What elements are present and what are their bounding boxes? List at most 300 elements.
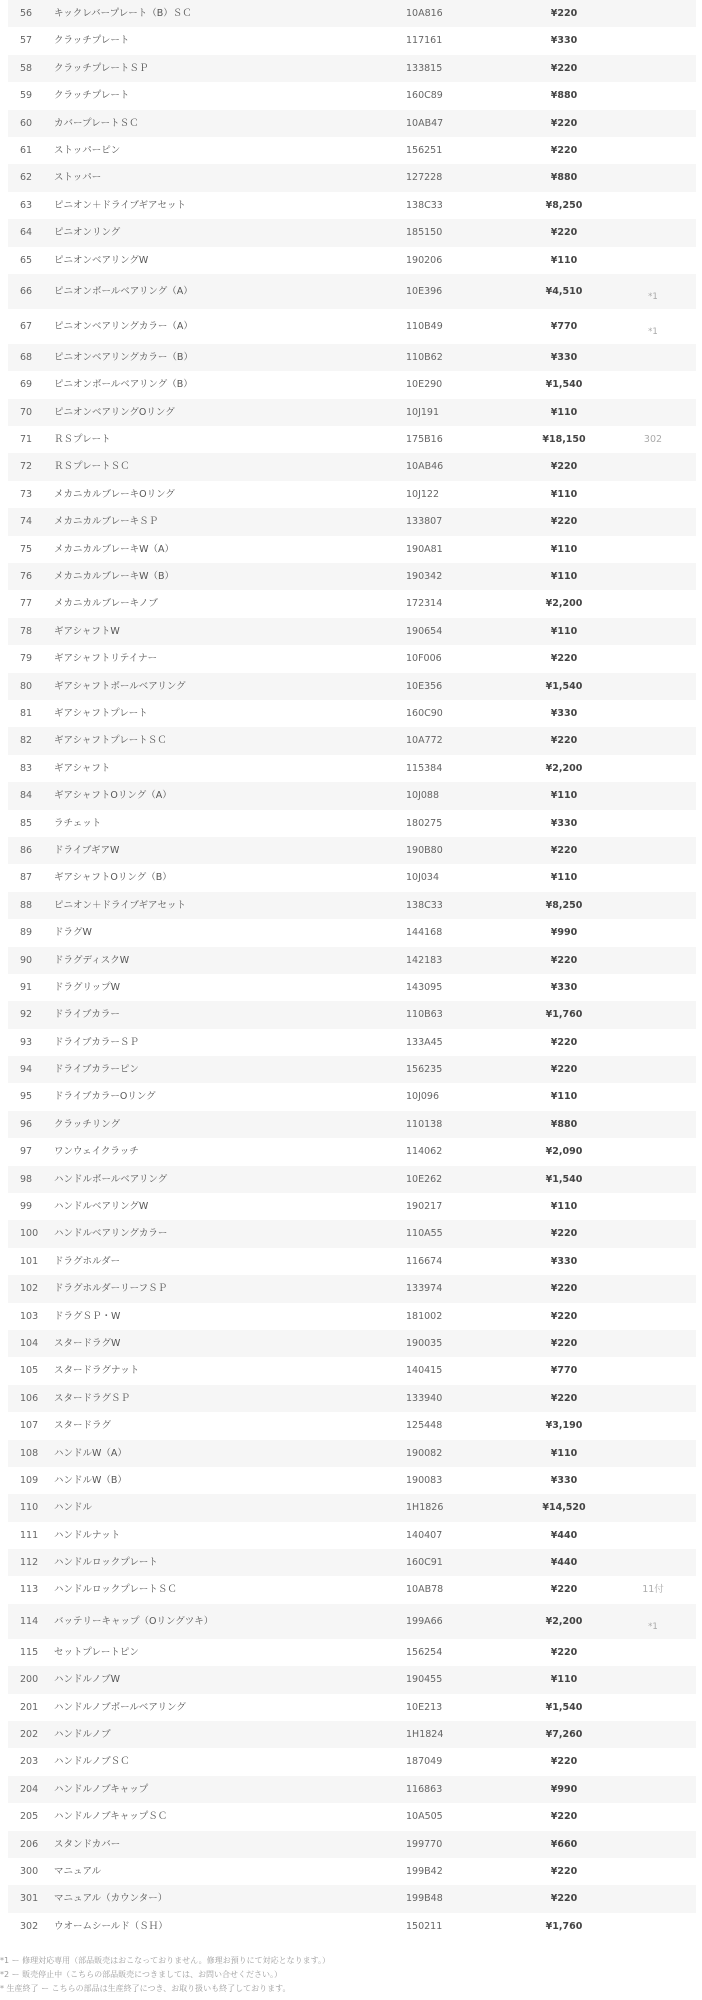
part-name: ピニオン＋ドライブギアセット — [54, 899, 186, 911]
part-price: ¥220 — [550, 1756, 578, 1768]
part-number: 108 — [20, 1447, 39, 1459]
part-number: 93 — [20, 1036, 33, 1048]
part-number: 86 — [20, 844, 33, 856]
part-price: ¥330 — [550, 981, 578, 993]
part-name: ドラグＳＰ・W — [54, 1310, 121, 1322]
part-name: ギアシャフトリテイナー — [54, 653, 158, 665]
part-name: マニュアル（カウンター） — [54, 1893, 168, 1905]
part-code: 190455 — [406, 1674, 443, 1686]
part-number: 72 — [20, 461, 33, 473]
part-price: ¥330 — [550, 1255, 578, 1267]
part-name: ピニオンベアリングOリング — [54, 406, 175, 418]
table-row — [8, 1576, 696, 1603]
part-name: ギアシャフトプレートＳＣ — [54, 735, 167, 747]
part-name: マニュアル — [54, 1866, 102, 1877]
table-row — [8, 344, 696, 371]
part-code: 140415 — [406, 1365, 443, 1377]
part-price: ¥220 — [550, 1893, 578, 1905]
part-code: 199B42 — [406, 1866, 443, 1877]
part-name: ドライブカラー — [54, 1009, 120, 1021]
part-number: 203 — [20, 1756, 39, 1768]
part-price: ¥1,540 — [545, 680, 583, 692]
table-row — [8, 536, 696, 563]
part-number: 61 — [20, 144, 33, 156]
part-number: 85 — [20, 817, 33, 829]
part-price: ¥1,760 — [545, 1920, 583, 1932]
part-price: ¥110 — [550, 625, 578, 637]
part-number: 110 — [20, 1502, 39, 1514]
table-row — [8, 426, 696, 453]
part-price: ¥110 — [550, 1674, 578, 1686]
part-name: ストッパーピン — [54, 144, 121, 156]
table-row — [8, 453, 696, 480]
part-name: ギアシャフトW — [54, 625, 120, 637]
footnote-repair-only: *1 ー 修理対応専用（部品販売はおこなっておりません。修理お預りにて対応となります。） — [0, 1956, 331, 1965]
part-code: 190654 — [406, 625, 443, 637]
part-name: ストッパー — [54, 172, 102, 184]
part-name: ピニオンベアリングW — [54, 254, 149, 266]
part-code: 185150 — [406, 227, 443, 239]
part-code: 127228 — [406, 172, 443, 184]
part-code: 110138 — [406, 1118, 443, 1130]
part-code: 190217 — [406, 1201, 443, 1213]
part-price: ¥220 — [550, 144, 578, 156]
part-name: ウオームシールド（ＳＨ） — [54, 1920, 168, 1932]
part-code: 125448 — [406, 1420, 443, 1432]
part-price: ¥220 — [550, 1310, 578, 1322]
part-number: 112 — [20, 1557, 39, 1569]
part-price: ¥880 — [550, 1118, 578, 1130]
part-name: クラッチプレート — [54, 90, 130, 102]
part-price: ¥1,540 — [545, 379, 583, 391]
part-price: ¥220 — [550, 1584, 578, 1596]
part-number: 78 — [20, 625, 33, 637]
part-note: *1 — [648, 326, 658, 337]
part-name: ピニオンベアリングカラー（B） — [54, 351, 193, 363]
part-name: ハンドルW（A） — [54, 1447, 127, 1459]
table-row — [8, 1275, 696, 1302]
part-code: 10J034 — [406, 872, 440, 884]
part-code: 138C33 — [406, 899, 443, 911]
table-row — [8, 782, 696, 809]
part-code: 190035 — [406, 1337, 443, 1349]
part-price: ¥220 — [550, 461, 578, 473]
footnotes — [0, 1954, 702, 1996]
table-row — [8, 1604, 696, 1639]
part-code: 133807 — [406, 516, 443, 528]
table-row — [8, 110, 696, 137]
part-name: ドラグホルダーリーフＳＰ — [54, 1283, 168, 1295]
part-name: ドラグホルダー — [54, 1255, 121, 1267]
part-number: 96 — [20, 1118, 33, 1130]
part-number: 56 — [20, 8, 33, 19]
part-code: 199B48 — [406, 1893, 443, 1905]
part-number: 204 — [20, 1783, 39, 1795]
part-price: ¥660 — [550, 1838, 578, 1850]
part-number: 57 — [20, 35, 33, 47]
part-price: ¥7,260 — [545, 1729, 583, 1741]
table-row — [8, 82, 696, 109]
table-row — [8, 1776, 696, 1803]
part-name: クラッチプレートＳＰ — [54, 62, 149, 74]
table-row — [8, 810, 696, 837]
part-number: 301 — [20, 1893, 39, 1905]
part-price: ¥220 — [550, 1337, 578, 1349]
table-row — [8, 919, 696, 946]
part-name: ピニオンボールベアリング（B） — [54, 379, 193, 391]
part-code: 1H1824 — [406, 1729, 444, 1741]
part-number: 90 — [20, 954, 33, 966]
part-number: 63 — [20, 199, 33, 211]
part-number: 82 — [20, 735, 33, 747]
part-price: ¥2,200 — [545, 598, 583, 610]
part-number: 99 — [20, 1201, 33, 1213]
part-price: ¥1,540 — [545, 1701, 583, 1713]
part-price: ¥330 — [550, 35, 578, 47]
part-name: ギアシャフトプレート — [54, 707, 148, 719]
table-row — [8, 1412, 696, 1439]
part-number: 98 — [20, 1173, 33, 1185]
part-price: ¥770 — [550, 320, 578, 332]
part-name: ハンドル — [54, 1502, 93, 1514]
part-number: 73 — [20, 488, 33, 500]
part-code: 1H1826 — [406, 1502, 444, 1514]
part-name: クラッチリング — [54, 1118, 121, 1130]
part-number: 74 — [20, 516, 33, 528]
part-code: 156254 — [406, 1646, 443, 1658]
part-number: 105 — [20, 1365, 39, 1377]
part-number: 300 — [20, 1866, 39, 1877]
part-code: 160C89 — [406, 90, 443, 102]
part-code: 10F006 — [406, 653, 442, 665]
part-number: 68 — [20, 351, 33, 363]
table-row — [8, 563, 696, 590]
table-row — [8, 1138, 696, 1165]
part-code: 10J191 — [406, 406, 440, 418]
part-number: 103 — [20, 1310, 39, 1322]
part-name: ドラグW — [54, 927, 92, 939]
table-row — [8, 137, 696, 164]
part-number: 66 — [20, 285, 33, 297]
part-price: ¥330 — [550, 351, 578, 363]
table-row — [8, 1001, 696, 1028]
table-row — [8, 1494, 696, 1521]
part-price: ¥8,250 — [545, 199, 583, 211]
table-row — [8, 1166, 696, 1193]
part-name: ドライブカラーＳＰ — [54, 1036, 139, 1048]
part-name: ギアシャフトOリング（B） — [54, 872, 172, 884]
part-code: 110A55 — [406, 1228, 443, 1240]
part-number: 92 — [20, 1009, 33, 1021]
part-price: ¥4,510 — [545, 285, 583, 297]
part-code: 133940 — [406, 1392, 443, 1404]
table-row — [8, 164, 696, 191]
part-price: ¥14,520 — [542, 1502, 586, 1514]
part-price: ¥220 — [550, 954, 578, 966]
part-number: 100 — [20, 1228, 39, 1240]
table-row — [8, 1639, 696, 1666]
table-row — [8, 755, 696, 782]
part-price: ¥330 — [550, 817, 578, 829]
part-code: 190206 — [406, 254, 443, 266]
table-row — [8, 1549, 696, 1576]
part-price: ¥1,540 — [545, 1173, 583, 1185]
part-number: 59 — [20, 90, 33, 102]
part-name: ピニオンリング — [54, 227, 121, 239]
part-name: メカニカルブレーキW（A） — [54, 543, 175, 555]
part-code: 190083 — [406, 1474, 443, 1486]
part-number: 101 — [20, 1255, 39, 1267]
table-row — [8, 1029, 696, 1056]
part-number: 83 — [20, 762, 33, 774]
part-price: ¥220 — [550, 1228, 578, 1240]
part-name: ハンドルボールベアリング — [54, 1173, 168, 1185]
table-row — [8, 0, 696, 27]
part-name: スタードラグ — [54, 1420, 112, 1432]
part-price: ¥1,760 — [545, 1009, 583, 1021]
part-price: ¥110 — [550, 571, 578, 583]
part-number: 89 — [20, 927, 33, 939]
part-name: ワンウェイクラッチ — [54, 1146, 139, 1158]
part-name: スタードラグＳＰ — [54, 1392, 131, 1404]
part-code: 175B16 — [406, 434, 443, 446]
part-price: ¥220 — [550, 844, 578, 856]
part-number: 81 — [20, 707, 33, 719]
part-name: ラチェット — [54, 817, 102, 829]
part-number: 87 — [20, 872, 33, 884]
part-price: ¥110 — [550, 1447, 578, 1459]
part-code: 10J096 — [406, 1091, 440, 1103]
table-row — [8, 673, 696, 700]
part-number: 97 — [20, 1146, 33, 1158]
part-name: バッテリーキャップ（Oリングツキ） — [54, 1615, 214, 1627]
table-row — [8, 727, 696, 754]
part-price: ¥110 — [550, 406, 578, 418]
part-price: ¥220 — [550, 1811, 578, 1823]
part-code: 10J088 — [406, 790, 440, 802]
part-number: 75 — [20, 543, 33, 555]
part-name: スタードラグW — [54, 1337, 121, 1349]
part-price: ¥770 — [550, 1365, 578, 1377]
table-row — [8, 892, 696, 919]
part-name: セットプレートピン — [54, 1646, 139, 1658]
part-price: ¥990 — [550, 927, 578, 939]
part-name: ハンドルベアリングカラー — [54, 1228, 168, 1240]
part-number: 62 — [20, 172, 33, 184]
part-number: 58 — [20, 62, 33, 74]
part-name: ハンドルノブＳＣ — [54, 1756, 130, 1768]
part-price: ¥8,250 — [545, 899, 583, 911]
table-row — [8, 1666, 696, 1693]
table-row — [8, 1111, 696, 1138]
part-code: 10A816 — [406, 8, 443, 19]
part-code: 160C90 — [406, 707, 443, 719]
part-number: 69 — [20, 379, 33, 391]
part-number: 77 — [20, 598, 33, 610]
part-code: 144168 — [406, 927, 443, 939]
table-row — [8, 1748, 696, 1775]
table-row — [8, 1831, 696, 1858]
part-number: 202 — [20, 1729, 39, 1741]
part-name: ハンドルW（B） — [54, 1474, 127, 1486]
table-row — [8, 864, 696, 891]
part-code: 133974 — [406, 1283, 443, 1295]
part-code: 172314 — [406, 598, 443, 610]
part-code: 10E290 — [406, 379, 443, 391]
part-number: 104 — [20, 1337, 39, 1349]
part-price: ¥330 — [550, 1474, 578, 1486]
part-note: *1 — [648, 1621, 658, 1632]
table-row — [8, 192, 696, 219]
table-row — [8, 371, 696, 398]
table-row — [8, 700, 696, 727]
part-price: ¥2,090 — [545, 1146, 583, 1158]
part-number: 88 — [20, 899, 33, 911]
part-name: ギアシャフト — [54, 762, 111, 774]
part-code: 110B49 — [406, 320, 443, 332]
part-price: ¥110 — [550, 543, 578, 555]
part-code: 110B63 — [406, 1009, 443, 1021]
part-name: ピニオン＋ドライブギアセット — [54, 199, 186, 211]
part-code: 10E262 — [406, 1173, 443, 1185]
part-name: ハンドルロックプレート — [54, 1557, 158, 1569]
part-number: 109 — [20, 1474, 39, 1486]
table-row — [8, 55, 696, 82]
part-price: ¥110 — [550, 1201, 578, 1213]
part-number: 200 — [20, 1674, 39, 1686]
part-name: ギアシャフトOリング（A） — [54, 790, 172, 802]
part-number: 71 — [20, 434, 33, 446]
part-name: ハンドルノブ — [54, 1729, 111, 1741]
part-code: 187049 — [406, 1756, 443, 1768]
part-code: 181002 — [406, 1310, 443, 1322]
table-row — [8, 645, 696, 672]
table-row — [8, 1385, 696, 1412]
table-row — [8, 274, 696, 309]
table-row — [8, 1083, 696, 1110]
part-note: 302 — [643, 434, 663, 446]
part-code: 10E213 — [406, 1701, 443, 1713]
part-code: 110B62 — [406, 351, 443, 363]
table-row — [8, 1913, 696, 1940]
table-row — [8, 1694, 696, 1721]
part-name: ＲＳプレートＳＣ — [54, 461, 130, 473]
part-number: 76 — [20, 571, 33, 583]
part-price: ¥220 — [550, 1064, 578, 1076]
part-code: 160C91 — [406, 1557, 443, 1569]
part-code: 116863 — [406, 1783, 443, 1795]
part-price: ¥220 — [550, 117, 578, 129]
part-number: 102 — [20, 1283, 39, 1295]
part-code: 150211 — [406, 1920, 443, 1932]
part-name: ピニオンボールベアリング（A） — [54, 285, 193, 297]
part-price: ¥220 — [550, 1392, 578, 1404]
part-code: 156251 — [406, 144, 443, 156]
part-price: ¥880 — [550, 90, 578, 102]
part-number: 111 — [20, 1529, 39, 1541]
table-row — [8, 837, 696, 864]
part-code: 133A45 — [406, 1036, 443, 1048]
part-note: *1 — [648, 291, 658, 302]
part-name: ハンドルベアリングW — [54, 1201, 149, 1213]
part-number: 79 — [20, 653, 33, 665]
part-price: ¥220 — [550, 516, 578, 528]
part-name: メカニカルブレーキノブ — [54, 598, 158, 610]
table-row — [8, 590, 696, 617]
part-price: ¥220 — [550, 1646, 578, 1658]
part-number: 95 — [20, 1091, 33, 1103]
part-code: 156235 — [406, 1064, 443, 1076]
part-code: 190A81 — [406, 543, 443, 555]
table-row — [8, 481, 696, 508]
part-price: ¥18,150 — [542, 434, 586, 446]
part-price: ¥220 — [550, 1866, 578, 1877]
part-code: 133815 — [406, 62, 443, 74]
part-name: メカニカルブレーキＳＰ — [54, 516, 159, 528]
part-name: ハンドルナット — [54, 1529, 121, 1541]
part-code: 190342 — [406, 571, 443, 583]
part-code: 10AB78 — [406, 1584, 444, 1596]
table-row — [8, 1056, 696, 1083]
part-name: ドラグリップW — [54, 981, 121, 993]
part-price: ¥220 — [550, 1036, 578, 1048]
part-number: 206 — [20, 1838, 39, 1850]
footnote-sales-suspended: *2 ー 販売停止中（こちらの部品販売につきましては、お問い合せください。） — [0, 1970, 283, 1979]
part-name: ハンドルノブキャップＳＣ — [54, 1811, 168, 1823]
part-number: 64 — [20, 227, 33, 239]
table-row — [8, 1220, 696, 1247]
part-number: 107 — [20, 1420, 39, 1432]
part-number: 70 — [20, 406, 33, 418]
part-number: 106 — [20, 1392, 39, 1404]
part-number: 60 — [20, 117, 33, 129]
table-row — [8, 974, 696, 1001]
part-name: ハンドルノブキャップ — [54, 1783, 149, 1795]
part-code: 190082 — [406, 1447, 443, 1459]
part-code: 10E356 — [406, 680, 443, 692]
table-row — [8, 309, 696, 344]
part-code: 115384 — [406, 762, 443, 774]
table-row — [8, 219, 696, 246]
table-row — [8, 1303, 696, 1330]
part-name: メカニカルブレーキOリング — [54, 488, 175, 500]
table-row — [8, 947, 696, 974]
part-number: 302 — [20, 1920, 39, 1932]
table-row — [8, 1440, 696, 1467]
part-price: ¥440 — [550, 1529, 578, 1541]
part-code: 140407 — [406, 1529, 443, 1541]
parts-table — [8, 0, 696, 1940]
part-price: ¥110 — [550, 872, 578, 884]
table-row — [8, 1858, 696, 1885]
table-row — [8, 27, 696, 54]
part-name: スタンドカバー — [54, 1838, 121, 1850]
part-note: 11付 — [642, 1584, 664, 1596]
table-row — [8, 1193, 696, 1220]
part-code: 10AB46 — [406, 461, 444, 473]
part-price: ¥220 — [550, 8, 578, 19]
part-price: ¥440 — [550, 1557, 578, 1569]
part-code: 199A66 — [406, 1615, 443, 1627]
part-price: ¥3,190 — [545, 1420, 583, 1432]
table-row — [8, 1357, 696, 1384]
part-number: 114 — [20, 1615, 39, 1627]
table-row — [8, 618, 696, 645]
part-number: 201 — [20, 1701, 39, 1713]
part-code: 10J122 — [406, 488, 440, 500]
table-row — [8, 247, 696, 274]
part-code: 190B80 — [406, 844, 443, 856]
